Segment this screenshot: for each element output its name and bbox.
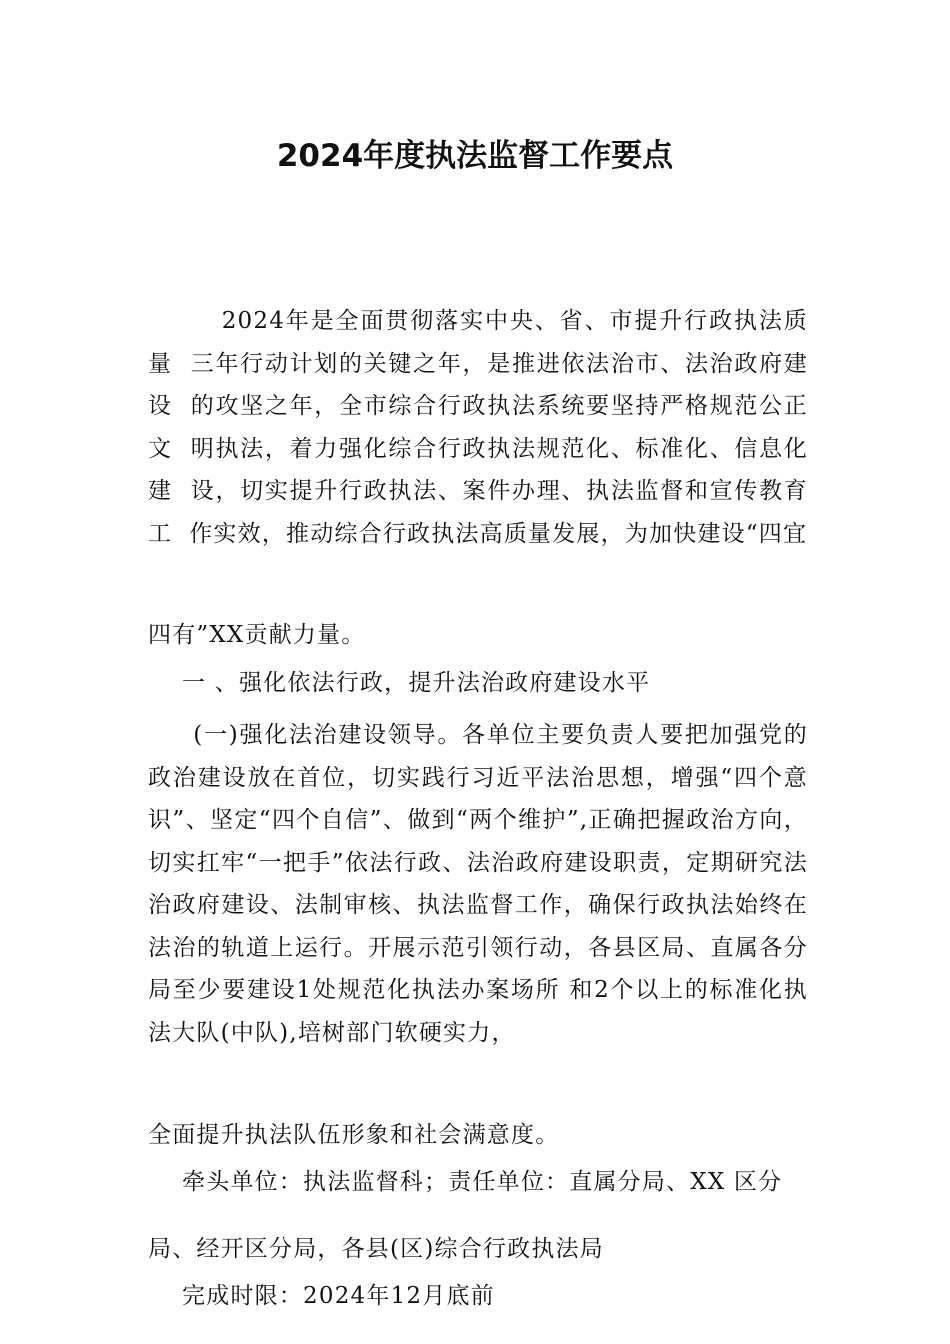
subsection-paragraph-1-continued: 全面提升执法队伍形象和社会满意度。	[148, 1122, 560, 1148]
responsible-units: 牵头单位：执法监督科；责任单位：直属分局、XX 区分	[148, 1169, 783, 1195]
document-title: 2024年度执法监督工作要点	[276, 138, 674, 174]
section-heading-1: 一 、强化依法行政，提升法治政府建设水平	[148, 670, 651, 696]
deadline: 完成时限：2024年12月底前	[148, 1283, 495, 1309]
intro-paragraph-continued: 四有”XX贡献力量。	[148, 622, 366, 648]
responsible-units-continued: 局、经开区分局，各县(区)综合行政执法局	[148, 1236, 604, 1262]
subsection-paragraph-1: (一)强化法治建设领导。各单位主要负责人要把加强党的政治建设放在首位，切实践行习近平法治思想，增强“四个意识”、坚定“四个自信”、做到“两个维护”,正确把握政治方向，切实扛牢“一把手”依法行政、法治政府建设职责，定期研究法治政府建设、法制审核、执法监督工作，确保行政执法始终在法治的轨道上运行。开展示范引领行动，各县区局、直属各分局至少要建设1处规范化执法办案场所 和2个以上的标准化执法大队(中队),培树部门软硬实力，	[148, 722, 808, 1046]
intro-paragraph: 2024年是全面贯彻落实中央、省、市提升行政执法质量 三年行动计划的关键之年，是推进依法治市、法治政府建设 的攻坚之年，全市综合行政执法系统要坚持严格规范公正文 明执法，着力强化综合行政执法规范化、标准化、信息化建 设，切实提升行政执法、案件办理、执法监督和宣传教育工 作实效，推动综合行政执法高质量发展，为加快建设“四宜	[148, 308, 808, 547]
